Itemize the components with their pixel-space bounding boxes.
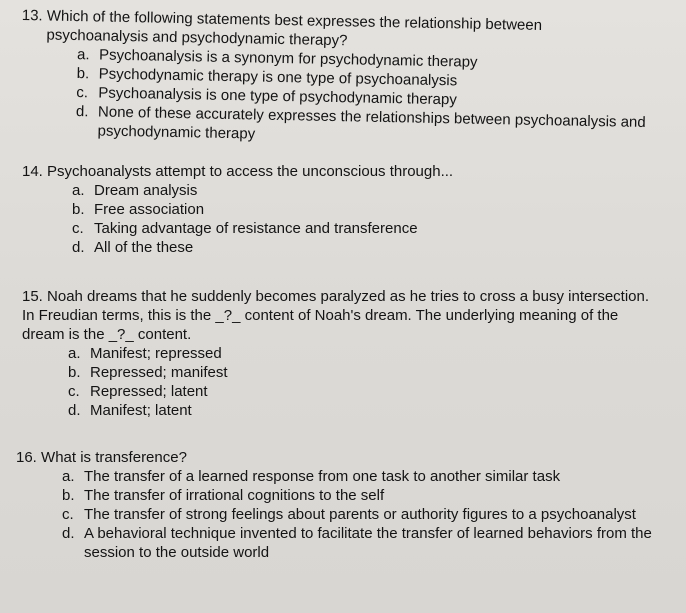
option-text: Repressed; latent: [90, 383, 208, 400]
option-text: The transfer of strong feelings about parents or authority figures to a psychoanalyst: [84, 506, 636, 523]
question-number: 15.: [22, 288, 43, 305]
option-text: The transfer of a learned response from one task to another similar task: [84, 468, 561, 485]
question-stem: [22, 287, 662, 344]
option-list: [62, 467, 676, 562]
option-letter: b.: [68, 364, 81, 381]
option-a: [72, 181, 662, 200]
option-text: Manifest; latent: [90, 402, 192, 419]
option-list: [68, 344, 662, 420]
question-text: Psychoanalysts attempt to access the unconscious through...: [47, 163, 454, 180]
option-letter: d.: [62, 525, 75, 542]
option-text: Taking advantage of resistance and transference: [94, 220, 418, 237]
question-15: [22, 287, 662, 420]
option-text: The transfer of irrational cognitions to the self: [84, 487, 385, 504]
option-letter: a.: [72, 182, 85, 199]
option-text: All of the these: [94, 239, 194, 256]
option-b: [68, 363, 662, 382]
option-letter: a.: [62, 468, 75, 485]
question-stem: [22, 162, 662, 181]
option-text: A behavioral technique invented to facilitate the transfer of learned behaviors from the session to the outside world: [84, 525, 652, 561]
option-c: [68, 382, 662, 401]
option-letter: b.: [76, 65, 90, 83]
option-text: Free association: [94, 201, 205, 218]
option-text: Dream analysis: [94, 182, 198, 199]
question-text: What is transference?: [41, 449, 187, 466]
option-letter: d.: [72, 239, 85, 256]
option-text: Manifest; repressed: [90, 345, 222, 362]
option-text: None of these accurately expresses the relationships between psychoanalysis and psychodynamic therapy: [97, 103, 646, 143]
option-letter: c.: [72, 220, 84, 237]
question-number: 14.: [22, 163, 43, 180]
option-letter: b.: [62, 487, 75, 504]
option-letter: c.: [76, 84, 89, 102]
option-d: [72, 238, 662, 257]
question-text: Which of the following statements best expresses the relationship between psychoanalysis and psychodynamic therapy?: [46, 7, 543, 50]
option-b: [62, 486, 676, 505]
option-letter: a.: [68, 345, 81, 362]
option-letter: a.: [76, 46, 90, 64]
option-list: [72, 181, 662, 257]
option-b: [72, 200, 662, 219]
option-letter: c.: [68, 383, 80, 400]
option-d: [68, 401, 662, 420]
option-letter: c.: [62, 506, 74, 523]
option-text: Psychoanalysis is one type of psychodynamic therapy: [98, 84, 457, 109]
option-text: Psychodynamic therapy is one type of psychoanalysis: [98, 65, 458, 90]
option-letter: d.: [75, 103, 89, 121]
option-a: [62, 467, 676, 486]
option-letter: d.: [68, 402, 81, 419]
option-text: Repressed; manifest: [90, 364, 228, 381]
question-16: [16, 448, 676, 562]
question-13: [19, 6, 661, 151]
question-text: Noah dreams that he suddenly becomes paralyzed as he tries to cross a busy intersection. In Freudian terms, this is the _?_ content of Noah's dream. The underlying meaning of the dream is the _?_ content.: [22, 288, 650, 343]
option-d: [62, 524, 676, 562]
question-number: 16.: [16, 449, 37, 466]
option-list: [75, 45, 661, 151]
option-letter: b.: [72, 201, 85, 218]
option-c: [62, 505, 676, 524]
option-c: [72, 219, 662, 238]
option-a: [68, 344, 662, 363]
question-14: [22, 162, 662, 257]
option-text: Psychoanalysis is a synonym for psychodynamic therapy: [98, 46, 478, 71]
question-number: 13.: [21, 6, 43, 25]
question-stem: [16, 448, 676, 467]
